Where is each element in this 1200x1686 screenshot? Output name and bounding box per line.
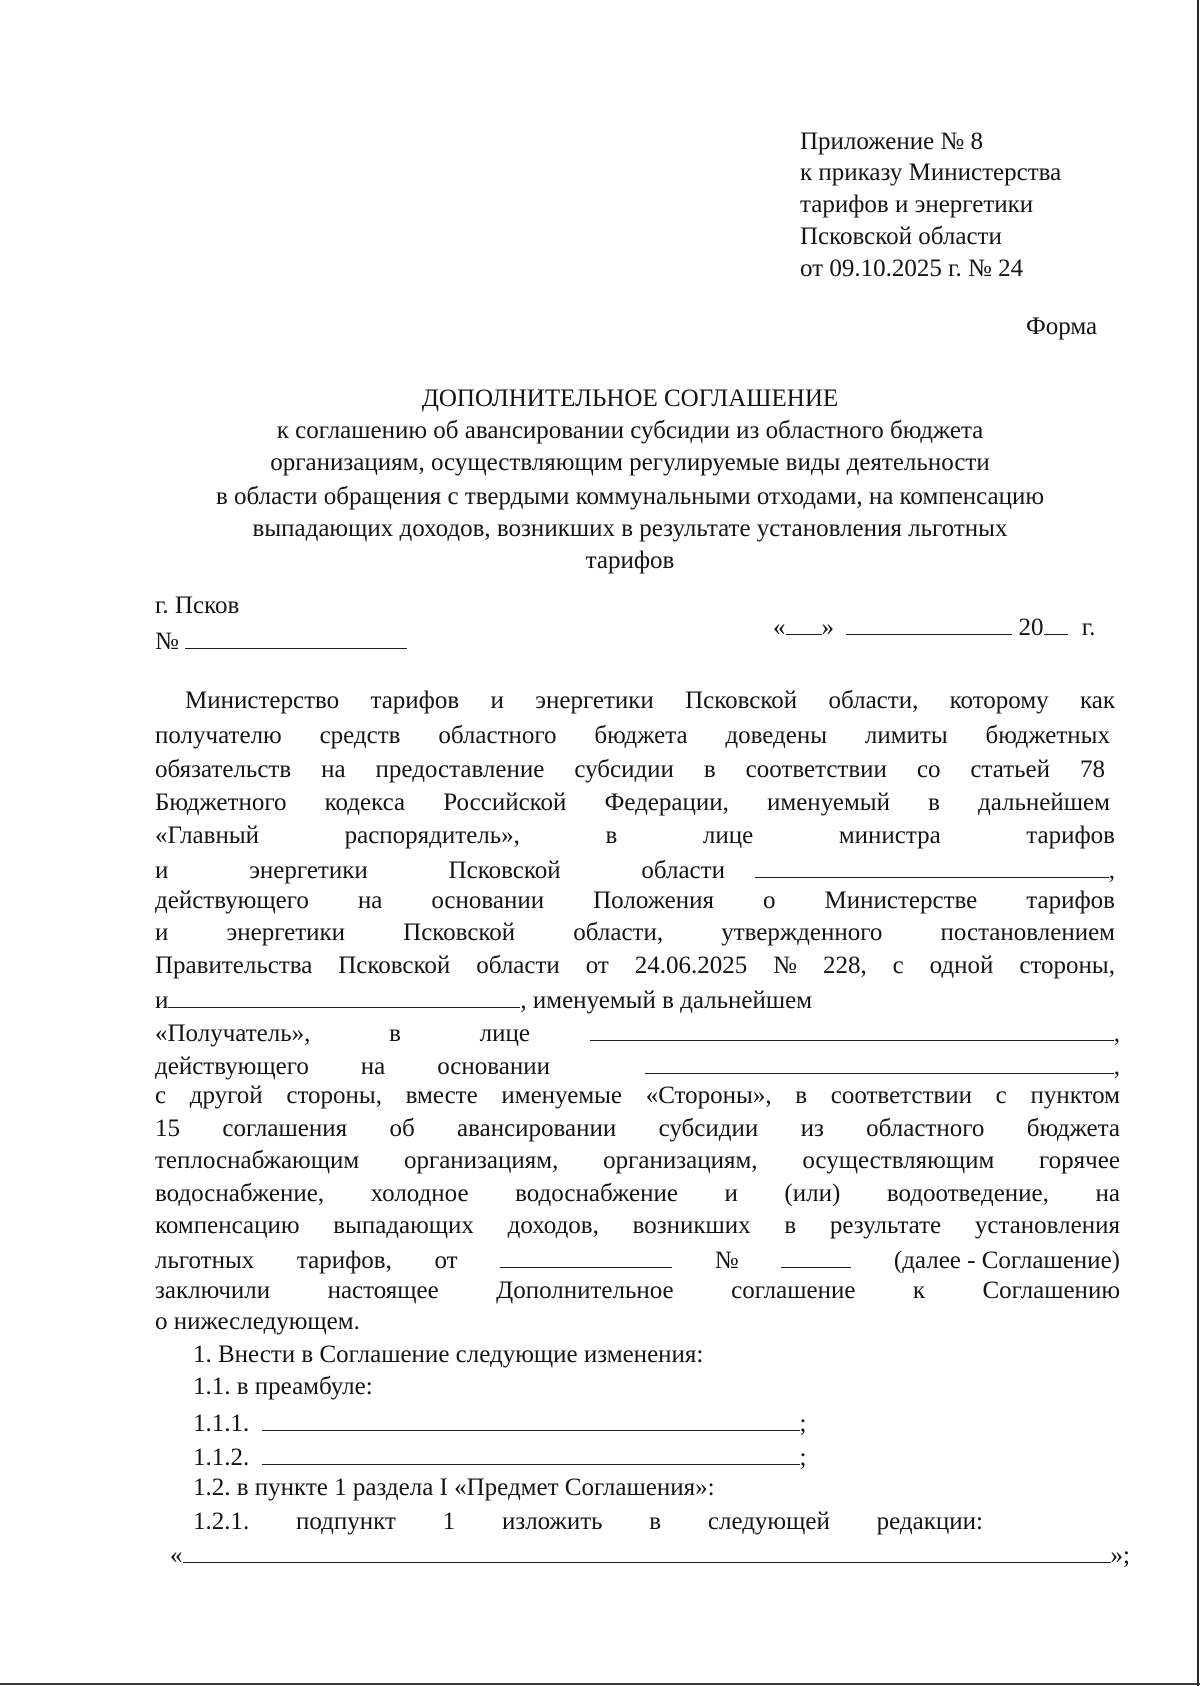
- w: статьей: [970, 756, 1050, 783]
- body-line-9: [155, 951, 1115, 981]
- body-line-2: [155, 721, 1110, 751]
- w: установления: [974, 1212, 1120, 1239]
- body-line-20: о нижеследующем.: [155, 1308, 360, 1335]
- w: (или): [784, 1180, 841, 1207]
- body-line-19: [155, 1276, 1120, 1306]
- w: организациям,: [403, 1147, 559, 1174]
- new-wording-blank: [183, 1538, 1111, 1563]
- w: в: [795, 1082, 808, 1109]
- w: выпадающих: [333, 1212, 474, 1239]
- year-suffix: г.: [1081, 614, 1096, 641]
- w: и: [490, 687, 504, 714]
- w: обязательств: [155, 756, 292, 783]
- w: и: [155, 919, 169, 946]
- w: на: [357, 887, 383, 914]
- number-label: №: [155, 628, 179, 655]
- w: области,: [573, 919, 664, 946]
- w: другой: [189, 1082, 263, 1109]
- page-edge-right: [1197, 0, 1199, 1686]
- w: области: [641, 857, 725, 884]
- item-1-1-2-label: 1.1.2.: [193, 1444, 250, 1471]
- w: редакции:: [876, 1508, 983, 1535]
- w: к: [912, 1277, 926, 1304]
- w: (далее - Соглашение): [893, 1247, 1120, 1274]
- body-line-16: [155, 1179, 1120, 1209]
- item-1: 1. Внести в Соглашение следующие изменения:: [193, 1341, 704, 1368]
- w: со: [916, 756, 941, 783]
- w: Российской: [443, 789, 567, 816]
- comma: ,: [1113, 1020, 1120, 1047]
- w: получателю: [155, 722, 282, 749]
- w: Министерстве: [824, 887, 978, 914]
- w: №: [773, 952, 798, 979]
- w: 78: [1079, 756, 1105, 783]
- w: бюджетных: [985, 722, 1110, 749]
- comma: ,: [1108, 857, 1115, 884]
- item-1-2-1: [193, 1507, 983, 1537]
- recipient-basis-blank: [645, 1049, 1114, 1074]
- page-edge-bottom: [0, 1683, 1200, 1685]
- w: энергетики: [226, 919, 346, 946]
- w: как: [1079, 687, 1115, 714]
- title-main: ДОПОЛНИТЕЛЬНОЕ СОГЛАШЕНИЕ: [421, 385, 839, 412]
- w: возникших: [632, 1212, 751, 1239]
- agreement-number: [155, 624, 407, 657]
- w: холодное: [370, 1180, 469, 1207]
- w: тарифов: [1026, 822, 1115, 849]
- title-sub-5: тарифов: [585, 547, 675, 574]
- body-line-5: [155, 821, 1115, 851]
- w: Псковской: [338, 952, 451, 979]
- w: «Получатель»,: [155, 1020, 311, 1047]
- w: 228,: [822, 952, 867, 979]
- w: соглашение: [731, 1277, 856, 1304]
- body-line-14: [155, 1114, 1120, 1144]
- contract-date-blank: [500, 1243, 672, 1268]
- date-quote-open: «: [773, 614, 786, 641]
- w: льготных: [155, 1247, 255, 1274]
- day-blank: [786, 610, 822, 635]
- form-label: Форма: [1026, 313, 1098, 340]
- w: Положения: [593, 887, 714, 914]
- w: тарифов: [1026, 887, 1115, 914]
- w: Псковской: [403, 919, 516, 946]
- w: водоснабжение: [515, 1180, 678, 1207]
- minister-name-blank: [755, 853, 1109, 878]
- w: теплоснабжающим: [155, 1147, 360, 1174]
- w: в: [649, 1508, 662, 1535]
- w: бюджета: [594, 722, 688, 749]
- header-line-5: от 09.10.2025 г. № 24: [800, 255, 1024, 282]
- w: соглашения: [222, 1115, 348, 1142]
- item-1-1-1-blank: [262, 1406, 800, 1431]
- w: предоставление: [375, 756, 545, 783]
- w: Бюджетного: [155, 789, 287, 816]
- w: авансировании: [457, 1115, 617, 1142]
- item-1-2: 1.2. в пункте 1 раздела I «Предмет Соглашения»:: [193, 1474, 715, 1501]
- w: Соглашению: [982, 1277, 1120, 1304]
- w: изложить: [501, 1508, 603, 1535]
- w: основании: [437, 1053, 550, 1080]
- body-line-1: [185, 686, 1115, 716]
- w: постановлением: [940, 919, 1115, 946]
- header-line-4: Псковской области: [800, 223, 1002, 250]
- city: г. Псков: [155, 592, 240, 619]
- recipient-representative-blank: [590, 1016, 1114, 1041]
- w: пунктом: [1030, 1082, 1120, 1109]
- w: настоящее: [327, 1277, 439, 1304]
- number-blank: [185, 624, 407, 649]
- w: Псковской: [448, 857, 561, 884]
- w: водоотведение,: [886, 1180, 1049, 1207]
- w: утвержденного: [721, 919, 883, 946]
- w: водоснабжение,: [155, 1180, 325, 1207]
- w: в: [605, 822, 618, 849]
- w: областного: [438, 722, 557, 749]
- w: из: [800, 1115, 824, 1142]
- recipient-name-blank: [168, 983, 520, 1008]
- body-line-8: [155, 918, 1115, 948]
- w: тарифов: [370, 687, 460, 714]
- body-line-6: [155, 853, 1115, 886]
- w: лимиты: [864, 722, 948, 749]
- w: от: [434, 1247, 458, 1274]
- w: соответствии: [830, 1082, 972, 1109]
- body-line-11: [155, 1016, 1120, 1049]
- w: Федерации,: [604, 789, 729, 816]
- w: лице: [702, 822, 754, 849]
- w: именуемые: [501, 1082, 623, 1109]
- header-line-1: Приложение № 8: [800, 128, 984, 155]
- title-sub-4: выпадающих доходов, возникших в результате установления льготных: [252, 515, 1008, 542]
- w: в: [703, 756, 716, 783]
- date-quote-close: »: [821, 614, 834, 641]
- w: следующей: [707, 1508, 830, 1535]
- w: с: [995, 1082, 1007, 1109]
- body-line-15: [155, 1146, 1120, 1176]
- w: субсидии: [574, 756, 674, 783]
- body-line-13: [155, 1081, 1120, 1111]
- body-line-18: [155, 1243, 1120, 1276]
- title-sub-2: организациям, осуществляющим регулируемые виды деятельности: [270, 449, 990, 476]
- w: осуществляющим: [802, 1147, 995, 1174]
- w: результате: [829, 1212, 942, 1239]
- body-line-4: [155, 788, 1110, 818]
- w: которому: [949, 687, 1049, 714]
- w: средств: [319, 722, 401, 749]
- w: области: [476, 952, 560, 979]
- agreement-date: [773, 610, 1095, 643]
- contract-number-blank: [781, 1243, 851, 1268]
- w: действующего: [155, 887, 309, 914]
- w: в: [784, 1212, 797, 1239]
- w: субсидии: [658, 1115, 759, 1142]
- w: , именуемый в дальнейшем: [520, 987, 813, 1014]
- w: Правительства: [155, 952, 313, 979]
- w: основании: [431, 887, 545, 914]
- w: соответствии: [745, 756, 887, 783]
- w: доходов,: [507, 1212, 599, 1239]
- w: Министерство: [185, 687, 340, 714]
- quote-open: «: [170, 1542, 183, 1569]
- w: в: [928, 789, 940, 816]
- w: №: [714, 1247, 739, 1274]
- semicolon: ;: [799, 1410, 807, 1437]
- w: об: [389, 1115, 415, 1142]
- w: 1.2.1.: [193, 1508, 250, 1535]
- w: на: [321, 756, 346, 783]
- w: «Главный: [155, 822, 260, 849]
- w: в: [389, 1020, 401, 1047]
- w: подпункт: [296, 1508, 396, 1535]
- w: доведены: [725, 722, 828, 749]
- w: Псковской: [685, 687, 798, 714]
- w: и: [155, 987, 169, 1014]
- item-1-1: 1.1. в преамбуле:: [193, 1373, 373, 1400]
- body-line-3: [155, 755, 1105, 785]
- w: вместе: [405, 1082, 478, 1109]
- body-line-17: [155, 1211, 1120, 1241]
- w: энергетики: [249, 857, 368, 884]
- w: 1: [442, 1508, 456, 1535]
- item-1-1-1: [193, 1406, 806, 1439]
- w: именуемый: [767, 789, 890, 816]
- month-blank: [846, 610, 1012, 635]
- w: стороны,: [286, 1082, 382, 1109]
- item-1-1-1-label: 1.1.1.: [193, 1410, 250, 1437]
- w: с: [155, 1082, 167, 1109]
- w: бюджета: [1026, 1115, 1120, 1142]
- w: кодекса: [324, 789, 406, 816]
- body-line-7: [155, 886, 1115, 916]
- w: компенсацию: [155, 1212, 300, 1239]
- w: распорядитель»,: [344, 822, 520, 849]
- w: организациям,: [603, 1147, 758, 1174]
- semicolon: ;: [799, 1444, 807, 1471]
- body-line-12: [155, 1049, 1120, 1082]
- w: действующего: [155, 1053, 309, 1080]
- w: горячее: [1039, 1147, 1120, 1174]
- title-sub-1: к соглашению об авансировании субсидии из областного бюджета: [276, 417, 984, 444]
- w: тарифов,: [296, 1247, 392, 1274]
- quote-close: »;: [1110, 1542, 1130, 1569]
- w: 15: [155, 1115, 180, 1142]
- header-line-2: к приказу Министерства: [800, 159, 1062, 186]
- w: «Стороны»,: [645, 1082, 772, 1109]
- w: и: [155, 857, 169, 884]
- w: 24.06.2025: [634, 952, 748, 979]
- w: на: [360, 1053, 386, 1080]
- item-1-1-2-blank: [262, 1440, 800, 1465]
- comma: ,: [1113, 1053, 1120, 1080]
- w: заключили: [155, 1277, 271, 1304]
- body-line-10: [155, 983, 812, 1016]
- w: стороны,: [1019, 952, 1115, 979]
- year-prefix: 20: [1018, 614, 1044, 641]
- w: и: [724, 1180, 738, 1207]
- item-1-1-2: [193, 1440, 806, 1473]
- w: с: [892, 952, 904, 979]
- w: энергетики: [535, 687, 654, 714]
- w: дальнейшем: [978, 789, 1110, 816]
- header-line-3: тарифов и энергетики: [800, 191, 1034, 218]
- w: одной: [929, 952, 994, 979]
- w: на: [1095, 1180, 1120, 1207]
- w: от: [585, 952, 609, 979]
- w: министра: [838, 822, 941, 849]
- w: Дополнительное: [496, 1277, 674, 1304]
- title-sub-3: в области обращения с твердыми коммунальными отходами, на компенсацию: [215, 483, 1045, 510]
- year-blank: [1044, 610, 1068, 635]
- w: областного: [866, 1115, 985, 1142]
- w: о: [763, 887, 776, 914]
- w: области,: [828, 687, 919, 714]
- w: лице: [479, 1020, 530, 1047]
- item-1-2-1-text: [170, 1538, 1130, 1571]
